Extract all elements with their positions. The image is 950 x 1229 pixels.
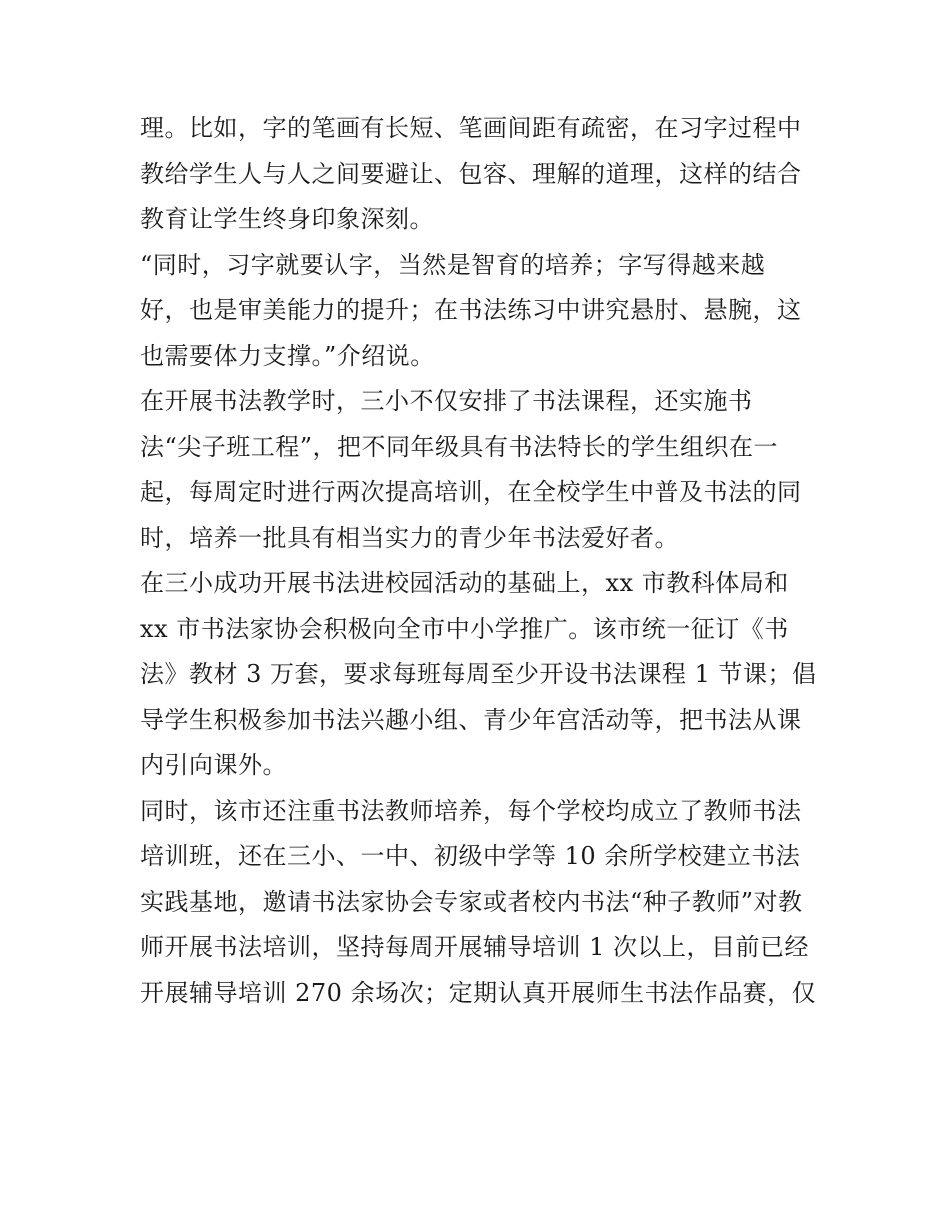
text-line: 法“尖子班工程”，把不同年级具有书法特长的学生组织在一 <box>140 432 779 461</box>
text-line: “同时，习字就要认字，当然是智育的培养；字写得越来越 <box>140 250 766 279</box>
text-line: 时，培养一批具有相当实力的青少年书法爱好者。 <box>140 523 679 552</box>
text-line: 开展辅导培训 270 余场次；定期认真开展师生书法作品赛，仅 <box>140 978 817 1007</box>
text-line: 在开展书法教学时，三小不仅安排了书法课程，还实施书 <box>140 387 753 415</box>
text-line: 导学生积极参加书法兴趣小组、青少年宫活动等，把书法从课 <box>140 705 802 734</box>
text-line: 内引向课外。 <box>140 751 287 779</box>
text-line: 教给学生人与人之间要避让、包容、理解的道理，这样的结合 <box>140 159 802 188</box>
text-line: 培训班，还在三小、一中、初级中学等 10 余所学校建立书法 <box>140 842 801 870</box>
text-line: 师开展书法培训，坚持每周开展辅导培训 1 次以上，目前已经 <box>140 933 810 961</box>
text-line: 教育让学生终身印象深刻。 <box>140 205 434 233</box>
text-line: 同时，该市还注重书法教师培养，每个学校均成立了教师书法 <box>140 796 802 825</box>
text-line: 在三小成功开展书法进校园活动的基础上，xx 市教科体局和 <box>140 569 789 597</box>
text-line: 理。比如，字的笔画有长短、笔画间距有疏密，在习字过程中 <box>140 114 802 142</box>
text-line: 也需要体力支撑。”介绍说。 <box>140 341 435 370</box>
text-line: xx 市书法家协会积极向全市中小学推广。该市统一征订《书 <box>140 614 789 643</box>
text-line: 起，每周定时进行两次提高培训，在全校学生中普及书法的同 <box>140 478 802 506</box>
text-line: 好，也是审美能力的提升；在书法练习中讲究悬肘、悬腕，这 <box>140 296 802 324</box>
text-line: 法》教材 3 万套，要求每班每周至少开设书法课程 1 节课；倡 <box>140 660 817 688</box>
document-body <box>140 106 820 1016</box>
text-line: 实践基地，邀请书法家协会专家或者校内书法“种子教师”对教 <box>140 887 803 916</box>
